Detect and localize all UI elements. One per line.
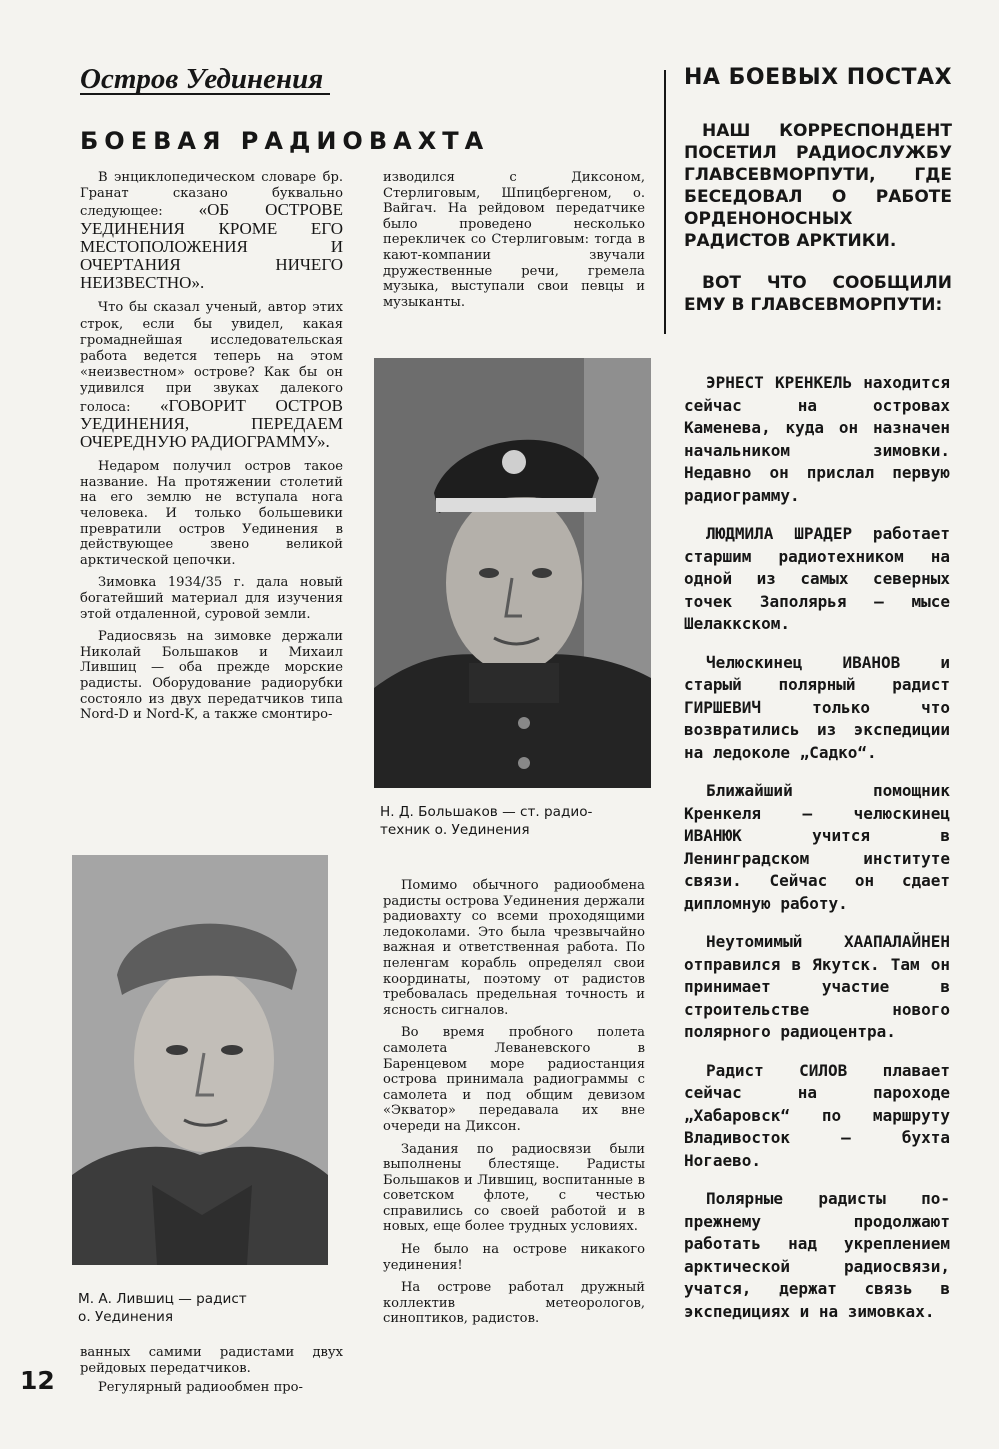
- news-krenkel: ЭРНЕСТ КРЕНКЕЛЬ находится сейчас на островах Каменева, куда он назначен начальником зимовки. Недавно он прислал первую радиограмму.: [684, 373, 950, 505]
- photo-livshits: [72, 855, 328, 1265]
- paragraph-2: [80, 300, 343, 452]
- sidebar-lead: [684, 120, 952, 316]
- paragraph-3: Недаром получил остров такое название. На протяжении столетий на его землю не вступала нога человека. И только большевики превратили остров Уединения в действующее звено великой арктической цепочки.: [80, 459, 343, 568]
- caption-bolshakov: [380, 803, 660, 839]
- news-polar-radio-operators: Полярные радисты по-прежнему продолжают работать над укреплением арктической радиосвязи, учатся, держат связь в экспедициях и на зимовках.: [684, 1189, 950, 1321]
- caption-bolshakov-line-2: техник о. Уединения: [380, 822, 530, 838]
- paragraph-1: [80, 170, 343, 293]
- paragraph-2-quote: «ГОВОРИТ ОСТРОВ УЕДИНЕНИЯ, ПЕРЕДАЕМ ОЧЕРЕДНУЮ РАДИОГРАММУ».: [80, 395, 343, 452]
- paragraph-col2-6: На острове работал дружный коллектив метеорологов, синоптиков, радистов.: [383, 1280, 645, 1327]
- news-ivanov-girshevich: Челюскинец ИВАНОВ и старый полярный радист ГИРШЕВИЧ только что возвратились из экспедиции на ледоколе „Садко“.: [684, 652, 950, 762]
- caption-livshits: [78, 1290, 338, 1326]
- paragraph-6: ванных самими радистами двух рейдовых передатчиков.: [80, 1345, 343, 1376]
- news-silov: Радист СИЛОВ плавает сейчас на пароходе „Хабаровск“ по маршруту Владивосток — бухта Ногаево.: [684, 1060, 950, 1170]
- news-shrader: ЛЮДМИЛА ШРАДЕР работает старшим радиотехником на одной из самых северных точек Заполярья — мысе Шелаккском.: [684, 524, 950, 633]
- paragraph-1-quote: «ОБ ОСТРОВЕ УЕДИНЕНИЯ КРОМЕ ЕГО МЕСТОПОЛОЖЕНИЯ И ОЧЕРТАНИЯ НИЧЕГО НЕИЗВЕСТНО».: [80, 200, 343, 293]
- section-title-rule: [80, 93, 330, 95]
- news-haapalainen: Неутомимый ХААПАЛАЙНЕН отправился в Якутск. Там он принимает участие в строительстве нового полярного радиоцентра.: [684, 932, 950, 1041]
- sidebar-news-list: [684, 372, 950, 1339]
- paragraph-col2-3: Во время пробного полета самолета Леваневского в Баренцевом море радиостанция острова принимала радиограммы с самолета и под общим девизом «Экватор» передавала их вне очереди на Диксон.: [383, 1025, 645, 1134]
- article-column-2: [383, 170, 645, 317]
- paragraph-col2-4: Задания по радиосвязи были выполнены блестяще. Радисты Большаков и Лившиц, воспитанные в советском флоте, с честью справились со своей работой и в новых, еще более трудных условиях.: [383, 1141, 645, 1235]
- column-divider: [664, 70, 666, 334]
- caption-livshits-line-2: о. Уединения: [78, 1309, 173, 1325]
- article-column-1-bottom: [80, 1345, 343, 1403]
- paragraph-col2-2: Помимо обычного радиообмена радисты острова Уединения держали радиовахту со всеми проходящими ледоколами. Это была чрезвычайно важная и ответственная работа. По пеленгам корабль определял свои координаты, поэтому от радистов требовалась предельная точность и ясность сигналов.: [383, 878, 645, 1018]
- paragraph-5: Радиосвязь на зимовке держали Николай Большаков и Михаил Лившиц — оба прежде морские радисты. Оборудование радиорубки состояло из двух передатчиков типа Nord-D и Nord-K, а также смонтиро-: [80, 629, 343, 723]
- article-column-1: [80, 170, 343, 730]
- caption-bolshakov-line-1: Н. Д. Большаков — ст. радио-: [380, 804, 593, 820]
- photo-bolshakov: [374, 358, 651, 788]
- paragraph-7: Регулярный радиообмен про-: [98, 1380, 303, 1396]
- paragraph-4: Зимовка 1934/35 г. дала новый богатейший материал для изучения этой отдаленной, суровой земли.: [80, 575, 343, 622]
- sidebar-lead-1: НАШ КОРРЕСПОНДЕНТ ПОСЕТИЛ РАДИОСЛУЖБУ ГЛАВСЕВМОРПУТИ, ГДЕ БЕСЕДОВАЛ О РАБОТЕ ОРДЕНОНОСНЫХ РАДИСТОВ АРКТИКИ.: [684, 121, 952, 251]
- portrait-bolshakov-graphic: [374, 358, 651, 788]
- paragraph-col2-5: Не было на острове никакого уединения!: [383, 1242, 645, 1273]
- page-number: 12: [20, 1366, 55, 1395]
- article-headline: БОЕВАЯ РАДИОВАХТА: [80, 127, 490, 155]
- portrait-livshits-graphic: [72, 855, 328, 1265]
- caption-livshits-line-1: М. А. Лившиц — радист: [78, 1291, 247, 1307]
- section-title: Остров Уединения: [80, 63, 324, 95]
- paragraph-1-text: В энциклопедическом словаре бр. Гранат сказано буквально следующее:: [80, 170, 343, 220]
- sidebar-title: НА БОЕВЫХ ПОСТАХ: [684, 65, 953, 90]
- paragraph-col2-1: изводился с Диксоном, Стерлиговым, Шпицбергеном, о. Вайгач. На рейдовом передатчике было проведено несколько перекличек со Стерлиговым: тогда в кают-компании звучали дружественные речи, гремела музыка, выступали свои певцы и музыканты.: [383, 170, 645, 310]
- sidebar-lead-2: ВОТ ЧТО СООБЩИЛИ ЕМУ В ГЛАВСЕВМОРПУТИ:: [684, 273, 952, 315]
- news-ivanyuk: Ближайший помощник Кренкеля — челюскинец ИВАНЮК учится в Ленинградском институте связи. Сейчас он сдает дипломную работу.: [684, 781, 950, 913]
- article-column-2-bottom: [383, 878, 645, 1334]
- paragraph-2-text: Что бы сказал ученый, автор этих строк, если бы увидел, какая громаднейшая исследовательская работа ведется теперь на этом «неизвестном» острове? Как бы он удивился при звуках далекого голоса:: [80, 300, 343, 415]
